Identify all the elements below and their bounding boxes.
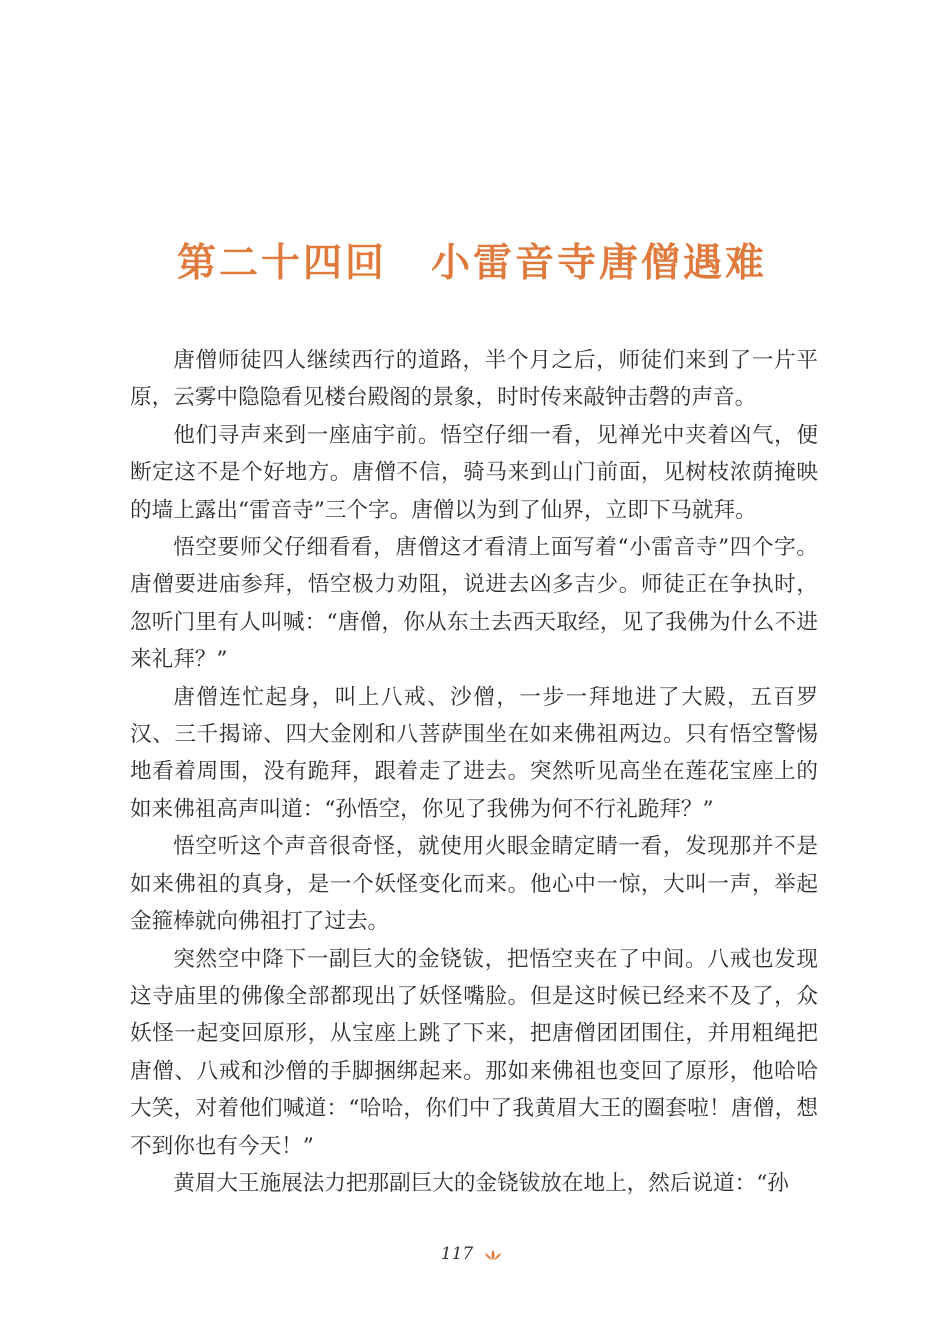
chapter-heading (0, 232, 944, 288)
paragraph: 他们寻声来到一座庙宇前。悟空仔细一看，见禅光中夹着凶气，便断定这不是个好地方。唐僧不信，骑马来到山门前面，见树枝浓荫掩映的墙上露出“雷音寺”三个字。唐僧以为到了仙界，立即下马就拜。 (130, 422, 818, 523)
paragraph: 唐僧连忙起身，叫上八戒、沙僧，一步一拜地进了大殿，五百罗汉、三千揭谛、四大金刚和八菩萨围坐在如来佛祖两边。只有悟空警惕地看着周围，没有跪拜，跟着走了进去。突然听见高坐在莲花宝座上的如来佛祖高声叫道：“孙悟空，你见了我佛为何不行礼跪拜？” (130, 684, 818, 822)
chapter-title: 小雷音寺唐僧遇难 (431, 240, 768, 287)
paragraph: 突然空中降下一副巨大的金铙钹，把悟空夹在了中间。八戒也发现这寺庙里的佛像全部都现出了妖怪嘴脸。但是这时候已经来不及了，众妖怪一起变回原形，从宝座上跳了下来，把唐僧团团围住，并用粗绳把唐僧、八戒和沙僧的手脚捆绑起来。那如来佛祖也变回了原形，他哈哈大笑，对着他们喊道：“哈哈，你们中了我黄眉大王的圈套啦！唐僧，想不到你也有今天！” (130, 946, 818, 1159)
paragraph: 悟空要师父仔细看看，唐僧这才看清上面写着“小雷音寺”四个字。唐僧要进庙参拜，悟空极力劝阻，说进去凶多吉少。师徒正在争执时，忽听门里有人叫喊：“唐僧，你从东土去西天取经，见了我佛为什么不进来礼拜？” (130, 535, 818, 673)
lotus-icon (483, 1249, 503, 1261)
page-number: 117 (440, 1244, 474, 1264)
paragraph: 黄眉大王施展法力把那副巨大的金铙钹放在地上，然后说道：“孙 (173, 1170, 789, 1196)
paragraph: 悟空听这个声音很奇怪，就使用火眼金睛定睛一看，发现那并不是如来佛祖的真身，是一个妖怪变化而来。他心中一惊，大叫一声，举起金箍棒就向佛祖打了过去。 (130, 834, 818, 935)
chapter-number: 第二十四回 (176, 240, 387, 287)
chapter-body (130, 342, 818, 1202)
paragraph: 唐僧师徒四人继续西行的道路，半个月之后，师徒们来到了一片平原，云雾中隐隐看见楼台殿阁的景象，时时传来敲钟击磬的声音。 (130, 348, 818, 411)
page-footer (0, 1244, 944, 1264)
